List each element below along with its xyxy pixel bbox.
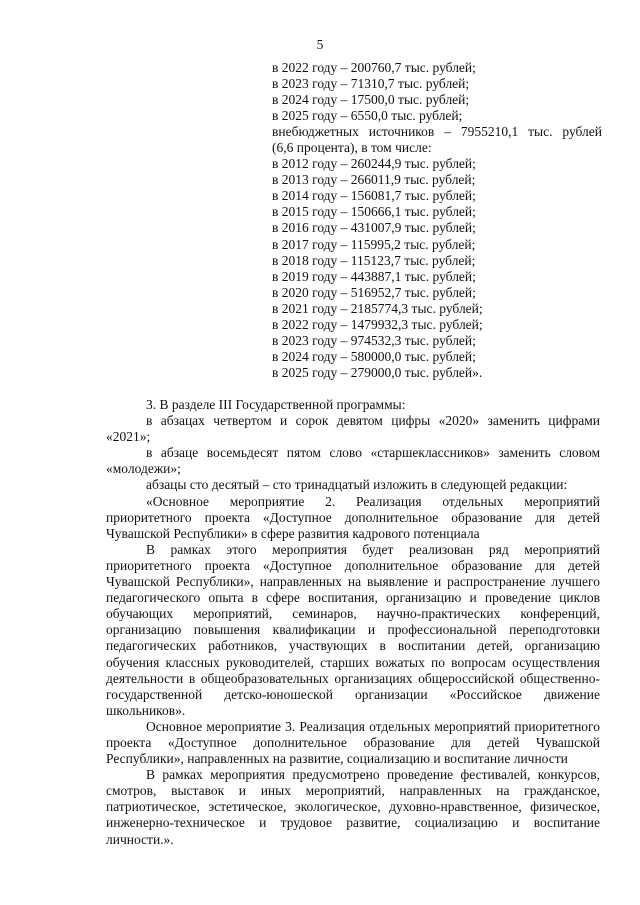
paragraph: абзацы сто десятый – сто тринадцатый изложить в следующей редакции: <box>146 477 568 493</box>
funding-line: в 2023 году – 71310,7 тыс. рублей; <box>272 76 470 92</box>
extrabudget-year-line: в 2015 году – 150666,1 тыс. рублей; <box>272 204 476 220</box>
funding-line: в 2022 году – 200760,7 тыс. рублей; <box>272 60 476 75</box>
extrabudget-line: внебюджетных источников – 7955210,1 тыс. рублей <box>272 124 602 140</box>
extrabudget-year-line: в 2022 году – 1479932,3 тыс. рублей; <box>272 316 483 332</box>
extrabudget-year-line: в 2014 году – 156081,7 тыс. рублей; <box>272 188 476 204</box>
paragraph: в абзаце восемьдесят пятом слово «старшеклассников» заменить словом «молодежи»; <box>106 445 600 477</box>
page-number: 5 <box>316 37 324 52</box>
document-body <box>106 397 600 848</box>
paragraph: в абзацах четвертом и сорок девятом цифры «2020» заменить цифрами «2021»; <box>106 413 600 445</box>
extrabudget-year-line: в 2025 году – 279000,0 тыс. рублей». <box>272 364 483 380</box>
paragraph: «Основное мероприятие 2. Реализация отдельных мероприятий приоритетного проекта «Доступное дополнительное образование для детей Чувашской Республики» в сфере развития кадрового потенциала <box>106 493 600 541</box>
extrabudget-year-line: в 2019 году – 443887,1 тыс. рублей; <box>272 268 476 284</box>
extrabudget-year-line: в 2023 году – 974532,3 тыс. рублей; <box>272 332 476 348</box>
extrabudget-year-line: в 2013 году – 266011,9 тыс. рублей; <box>272 172 476 188</box>
extrabudget-year-line: в 2012 году – 260244,9 тыс. рублей; <box>272 156 476 172</box>
paragraph: 3. В разделе III Государственной программы: <box>146 397 406 412</box>
extrabudget-year-line: в 2021 году – 2185774,3 тыс. рублей; <box>272 300 483 316</box>
extrabudget-year-line: в 2020 году – 516952,7 тыс. рублей; <box>272 284 476 300</box>
funding-line: в 2024 году – 17500,0 тыс. рублей; <box>272 92 470 108</box>
extrabudget-year-line: в 2016 году – 431007,9 тыс. рублей; <box>272 220 476 236</box>
extrabudget-year-line: в 2017 году – 115995,2 тыс. рублей; <box>272 236 476 252</box>
paragraph: В рамках мероприятия предусмотрено проведение фестивалей, конкурсов, смотров, выставок и иных мероприятий, направленных на гражданское, патриотическое, эстетическое, экологическое, духовно-нравственное, физическое, инженерно-техническое и трудовое развитие, социализацию и воспитание личности.». <box>106 767 600 847</box>
extrabudget-line: (6,6 процента), в том числе: <box>272 140 432 156</box>
extrabudget-year-line: в 2024 году – 580000,0 тыс. рублей; <box>272 348 476 364</box>
paragraph: Основное мероприятие 3. Реализация отдельных мероприятий приоритетного проекта «Доступное дополнительное образование для детей Чувашской Республики», направленных на развитие, социализацию и воспитание личности <box>106 718 600 767</box>
paragraph: В рамках этого мероприятия будет реализован ряд мероприятий приоритетного проекта «Доступное дополнительное образование для детей Чувашской Республики», направленных на выявление и распространение лучшего педагогического опыта в сфере воспитания, организацию и проведение циклов обучающих мероприятий, семинаров, научно-практических конференций, организацию повышения квалификации и профессиональной переподготовки педагогических работников, участвующих в воспитании детей, организацию обучения классных руководителей, старших вожатых по вопросам осуществления деятельности в общеобразовательных организациях общероссийской общественно-государственной детско-юношеской организации «Российское движение школьников». <box>106 541 600 718</box>
funding-list <box>272 60 602 381</box>
extrabudget-year-line: в 2018 году – 115123,7 тыс. рублей; <box>272 252 476 268</box>
funding-line: в 2025 году – 6550,0 тыс. рублей; <box>272 108 463 124</box>
